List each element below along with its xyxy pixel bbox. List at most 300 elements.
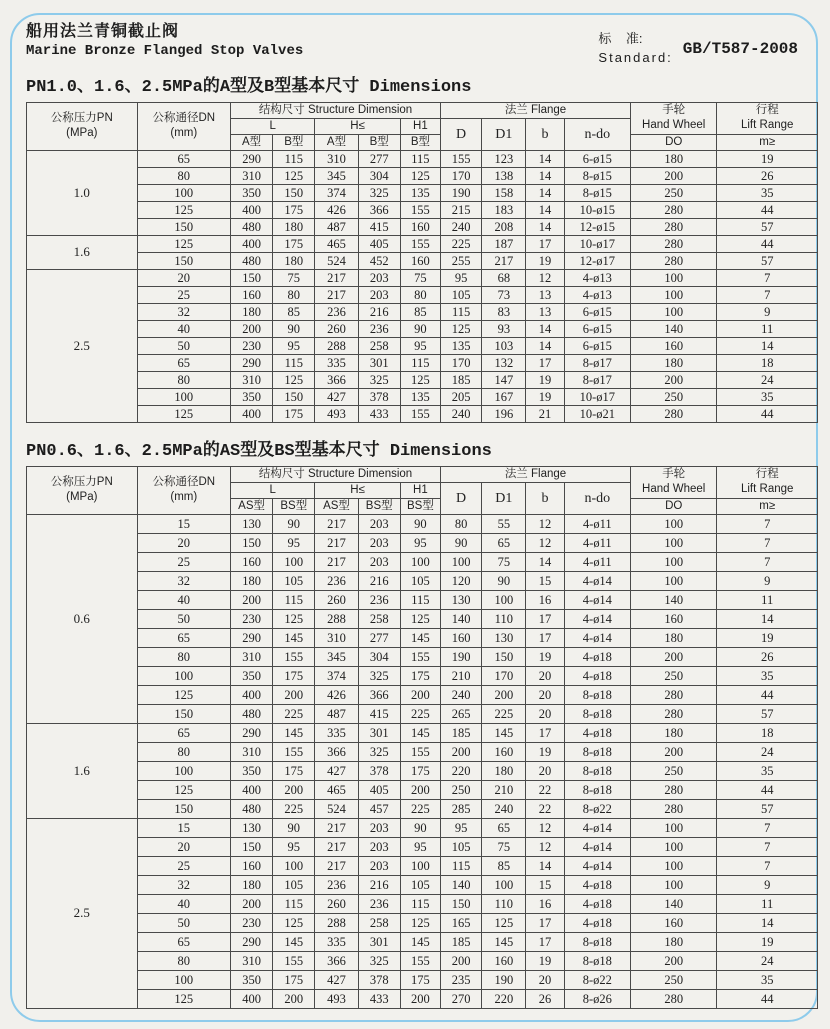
table-cell: 366 [315,951,358,970]
col-header-d0: DO [630,134,716,150]
col-header-lift-range [717,102,818,134]
table-cell: 135 [400,184,440,201]
table-cell: 200 [273,780,315,799]
table-cell: 10-ø17 [564,388,630,405]
table-cell: 180 [231,303,273,320]
table-cell: 11 [717,320,818,337]
table-cell: 100 [630,856,716,875]
table-cell: 40 [137,320,230,337]
table-row [27,685,818,704]
table-cell: 65 [137,723,230,742]
handwheel-label-en: Hand Wheel [642,483,706,496]
col-header-lift-range [717,466,818,498]
table-cell: 200 [400,685,440,704]
table-cell: 145 [273,628,315,647]
table-cell: 335 [315,354,358,371]
pressure-group-cell: 0.6 [27,514,138,723]
table-cell: 203 [358,514,400,533]
table-cell: 310 [231,742,273,761]
table-cell: 140 [630,590,716,609]
table-cell: 14 [717,609,818,628]
table-cell: 16 [526,894,564,913]
table-row [27,252,818,269]
table-row [27,780,818,799]
table-cell: 150 [273,388,315,405]
col-header-type-b: B型 [273,134,315,150]
table-cell: 335 [315,723,358,742]
table-cell: 115 [273,894,315,913]
table-cell: 280 [630,780,716,799]
table-cell: 487 [315,704,358,723]
table-cell: 105 [400,571,440,590]
table-cell: 217 [315,533,358,552]
section-1-heading: PN1.0、1.6、2.5MPa的A型及B型基本尺寸 Dimensions [26,77,472,97]
col-header-flange: 法兰 Flange [441,102,631,118]
table-cell: 80 [137,371,230,388]
table-cell: 225 [400,704,440,723]
table-cell: 265 [441,704,482,723]
pressure-unit: (MPa) [66,127,98,140]
table-cell: 150 [137,799,230,818]
col-header-flange: 法兰 Flange [441,466,631,482]
table-cell: 50 [137,609,230,628]
diameter-unit: (mm) [170,491,198,504]
table-cell: 374 [315,184,358,201]
table-cell: 145 [400,723,440,742]
table-cell: 9 [717,571,818,590]
col-header-b: b [526,118,564,150]
table-cell: 210 [482,780,526,799]
table-cell: 155 [400,201,440,218]
table-row [27,799,818,818]
table-cell: 160 [482,951,526,970]
table-cell: 150 [137,704,230,723]
table-cell: 100 [137,184,230,201]
table-cell: 325 [358,951,400,970]
col-header-d1: D1 [482,118,526,150]
table-cell: 75 [482,837,526,856]
table-cell: 200 [273,685,315,704]
table-cell: 4-ø14 [564,609,630,628]
table-cell: 138 [482,167,526,184]
table-cell: 4-ø14 [564,837,630,856]
table-cell: 65 [482,818,526,837]
table-row [27,609,818,628]
table-row [27,552,818,571]
col-header-l: L [231,118,315,134]
table-row [27,970,818,989]
table-cell: 493 [315,989,358,1008]
table-body-as-bs [27,514,818,1008]
table-cell: 378 [358,388,400,405]
table-cell: 100 [630,552,716,571]
table-cell: 100 [630,514,716,533]
table-cell: 175 [400,666,440,685]
table-cell: 35 [717,184,818,201]
table-cell: 457 [358,799,400,818]
table-cell: 150 [231,837,273,856]
table-cell: 225 [273,799,315,818]
table-cell: 90 [400,514,440,533]
table-cell: 135 [400,388,440,405]
table-cell: 240 [441,218,482,235]
table-cell: 125 [482,913,526,932]
table-cell: 290 [231,932,273,951]
table-cell: 465 [315,780,358,799]
table-cell: 12 [526,837,564,856]
table-cell: 44 [717,685,818,704]
table-cell: 480 [231,799,273,818]
table-cell: 65 [137,354,230,371]
table-cell: 155 [273,951,315,970]
table-cell: 100 [482,590,526,609]
document-frame [10,13,818,1022]
table-cell: 22 [526,799,564,818]
table-cell: 115 [441,303,482,320]
table-cell: 44 [717,989,818,1008]
table-cell: 19 [526,951,564,970]
table-cell: 100 [273,856,315,875]
table-cell: 145 [482,723,526,742]
table-cell: 7 [717,856,818,875]
table-cell: 57 [717,218,818,235]
col-header-type-b: B型 [400,134,440,150]
table-cell: 57 [717,252,818,269]
table-cell: 160 [231,856,273,875]
table-cell: 160 [630,913,716,932]
table-row [27,875,818,894]
table-cell: 175 [273,761,315,780]
table-cell: 4-ø14 [564,856,630,875]
table-cell: 150 [231,533,273,552]
table-cell: 160 [630,337,716,354]
table-cell: 217 [315,818,358,837]
col-header-h1: H1 [400,118,440,134]
col-header-type-b: B型 [358,134,400,150]
table-cell: 80 [441,514,482,533]
table-cell: 90 [273,514,315,533]
page-title-en: Marine Bronze Flanged Stop Valves [26,43,304,59]
table-cell: 80 [137,742,230,761]
table-cell: 217 [482,252,526,269]
table-cell: 20 [526,685,564,704]
standard-labels [598,30,672,68]
table-cell: 426 [315,685,358,704]
table-cell: 280 [630,704,716,723]
table-cell: 145 [400,932,440,951]
table-cell: 150 [441,894,482,913]
table-cell: 350 [231,184,273,201]
table-cell: 8-ø18 [564,951,630,970]
table-cell: 14 [717,337,818,354]
table-cell: 290 [231,354,273,371]
table-cell: 465 [315,235,358,252]
table-cell: 140 [441,875,482,894]
table-cell: 40 [137,894,230,913]
table-cell: 65 [137,932,230,951]
table-cell: 400 [231,685,273,704]
table-cell: 50 [137,913,230,932]
table-cell: 155 [273,742,315,761]
table-cell: 24 [717,371,818,388]
table-cell: 15 [526,875,564,894]
table-cell: 125 [137,685,230,704]
table-cell: 130 [441,590,482,609]
table-cell: 18 [717,723,818,742]
table-cell: 6-ø15 [564,320,630,337]
pressure-group-cell: 2.5 [27,269,138,422]
table-cell: 155 [400,951,440,970]
table-cell: 14 [526,320,564,337]
table-cell: 55 [482,514,526,533]
table-cell: 13 [526,303,564,320]
table-cell: 44 [717,201,818,218]
table-cell: 4-ø14 [564,590,630,609]
table-cell: 183 [482,201,526,218]
table-cell: 80 [400,286,440,303]
table-cell: 426 [315,201,358,218]
table-cell: 57 [717,799,818,818]
table-cell: 25 [137,286,230,303]
table-row [27,286,818,303]
table-cell: 524 [315,252,358,269]
table-cell: 4-ø14 [564,571,630,590]
table-cell: 125 [273,167,315,184]
table-cell: 217 [315,286,358,303]
table-cell: 180 [231,875,273,894]
table-cell: 80 [137,951,230,970]
table-cell: 480 [231,704,273,723]
table-cell: 147 [482,371,526,388]
table-cell: 155 [400,235,440,252]
table-cell: 105 [400,875,440,894]
handwheel-label-zh: 手轮 [662,104,686,117]
table-cell: 487 [315,218,358,235]
table-cell: 105 [441,286,482,303]
table-cell: 8-ø17 [564,371,630,388]
table-row [27,235,818,252]
table-cell: 180 [630,932,716,951]
table-row [27,704,818,723]
table-row [27,405,818,422]
table-cell: 17 [526,354,564,371]
table-row [27,514,818,533]
table-cell: 155 [400,742,440,761]
table-cell: 123 [482,150,526,167]
table-cell: 44 [717,235,818,252]
table-cell: 225 [482,704,526,723]
table-cell: 14 [526,150,564,167]
table-cell: 12 [526,269,564,286]
table-cell: 90 [273,320,315,337]
table-cell: 4-ø13 [564,286,630,303]
table-cell: 80 [273,286,315,303]
table-cell: 325 [358,666,400,685]
table-row [27,320,818,337]
table-cell: 140 [630,894,716,913]
col-header-h: H≤ [315,118,400,134]
table-cell: 7 [717,269,818,286]
table-cell: 125 [441,320,482,337]
table-cell: 203 [358,533,400,552]
table-cell: 125 [137,201,230,218]
table-cell: 100 [137,666,230,685]
table-cell: 145 [482,932,526,951]
table-cell: 15 [137,514,230,533]
table-cell: 100 [630,837,716,856]
table-cell: 95 [400,337,440,354]
table-cell: 65 [137,628,230,647]
table-cell: 12 [526,514,564,533]
table-cell: 280 [630,799,716,818]
table-cell: 250 [630,184,716,201]
table-cell: 190 [441,184,482,201]
table-cell: 100 [273,552,315,571]
col-header-h1: H1 [400,482,440,498]
table-cell: 160 [400,252,440,269]
col-header-type-b: BS型 [358,498,400,514]
table-cell: 19 [526,388,564,405]
table-cell: 17 [526,932,564,951]
table-cell: 75 [400,269,440,286]
table-cell: 400 [231,201,273,218]
table-cell: 75 [482,552,526,571]
table-cell: 200 [400,989,440,1008]
table-cell: 155 [273,647,315,666]
table-cell: 32 [137,303,230,320]
table-cell: 4-ø11 [564,552,630,571]
table-cell: 25 [137,856,230,875]
table-cell: 9 [717,875,818,894]
col-header-m: m≥ [717,134,818,150]
table-cell: 16 [526,590,564,609]
table-cell: 44 [717,780,818,799]
table-cell: 185 [441,371,482,388]
col-header-m: m≥ [717,498,818,514]
table-cell: 15 [526,571,564,590]
table-cell: 20 [137,269,230,286]
table-cell: 160 [231,552,273,571]
table-cell: 240 [441,405,482,422]
table-cell: 236 [315,571,358,590]
table-cell: 217 [315,269,358,286]
table-cell: 8-ø18 [564,932,630,951]
table-cell: 19 [526,252,564,269]
table-cell: 135 [441,337,482,354]
table-cell: 95 [400,837,440,856]
table-cell: 14 [526,218,564,235]
table-cell: 26 [526,989,564,1008]
table-cell: 167 [482,388,526,405]
col-header-type-a: AS型 [231,498,273,514]
title-block [26,22,303,60]
table-cell: 115 [400,150,440,167]
table-row [27,666,818,685]
table-cell: 427 [315,388,358,405]
table-cell: 12 [526,533,564,552]
table-cell: 4-ø14 [564,628,630,647]
table-cell: 175 [400,970,440,989]
table-cell: 35 [717,761,818,780]
table-cell: 415 [358,704,400,723]
table-cell: 236 [315,875,358,894]
table-cell: 150 [482,647,526,666]
table-cell: 285 [441,799,482,818]
handwheel-label-en: Hand Wheel [642,119,706,132]
table-row [27,371,818,388]
col-header-type-b: BS型 [273,498,315,514]
table-cell: 85 [482,856,526,875]
table-cell: 8-ø15 [564,184,630,201]
table-cell: 10-ø21 [564,405,630,422]
table-cell: 4-ø11 [564,533,630,552]
table-row [27,894,818,913]
table-cell: 8-ø22 [564,799,630,818]
table-cell: 280 [630,989,716,1008]
table-row [27,951,818,970]
table-cell: 203 [358,856,400,875]
col-header-type-b: BS型 [400,498,440,514]
pressure-unit: (MPa) [66,491,98,504]
table-cell: 427 [315,761,358,780]
table-cell: 400 [231,780,273,799]
col-header-structure: 结构尺寸 Structure Dimension [231,102,441,118]
table-cell: 20 [526,970,564,989]
table-cell: 6-ø15 [564,337,630,354]
table-cell: 290 [231,150,273,167]
table-cell: 125 [137,405,230,422]
table-cell: 32 [137,875,230,894]
table-cell: 14 [526,184,564,201]
table-cell: 100 [137,761,230,780]
table-cell: 105 [441,837,482,856]
table-cell: 288 [315,337,358,354]
table-cell: 236 [315,303,358,320]
table-cell: 100 [137,970,230,989]
table-cell: 44 [717,405,818,422]
table-cell: 190 [441,647,482,666]
table-cell: 235 [441,970,482,989]
table-cell: 196 [482,405,526,422]
table-cell: 200 [231,894,273,913]
table-cell: 175 [400,761,440,780]
table-cell: 277 [358,628,400,647]
table-cell: 260 [315,590,358,609]
table-cell: 366 [315,742,358,761]
table-cell: 216 [358,875,400,894]
table-cell: 132 [482,354,526,371]
table-cell: 80 [137,167,230,184]
table-cell: 100 [400,552,440,571]
table-cell: 90 [400,320,440,337]
table-cell: 100 [630,571,716,590]
table-cell: 217 [315,552,358,571]
table-cell: 22 [526,780,564,799]
table-row [27,761,818,780]
table-cell: 200 [630,167,716,184]
table-cell: 130 [231,514,273,533]
table-cell: 40 [137,590,230,609]
table-cell: 277 [358,150,400,167]
table-cell: 21 [526,405,564,422]
table-cell: 350 [231,970,273,989]
section-2-heading: PN0.6、1.6、2.5MPa的AS型及BS型基本尺寸 Dimensions [26,441,492,461]
table-cell: 493 [315,405,358,422]
col-header-n-do: n-do [564,118,630,150]
table-cell: 25 [137,552,230,571]
pressure-group-cell: 1.6 [27,235,138,269]
table-cell: 350 [231,666,273,685]
